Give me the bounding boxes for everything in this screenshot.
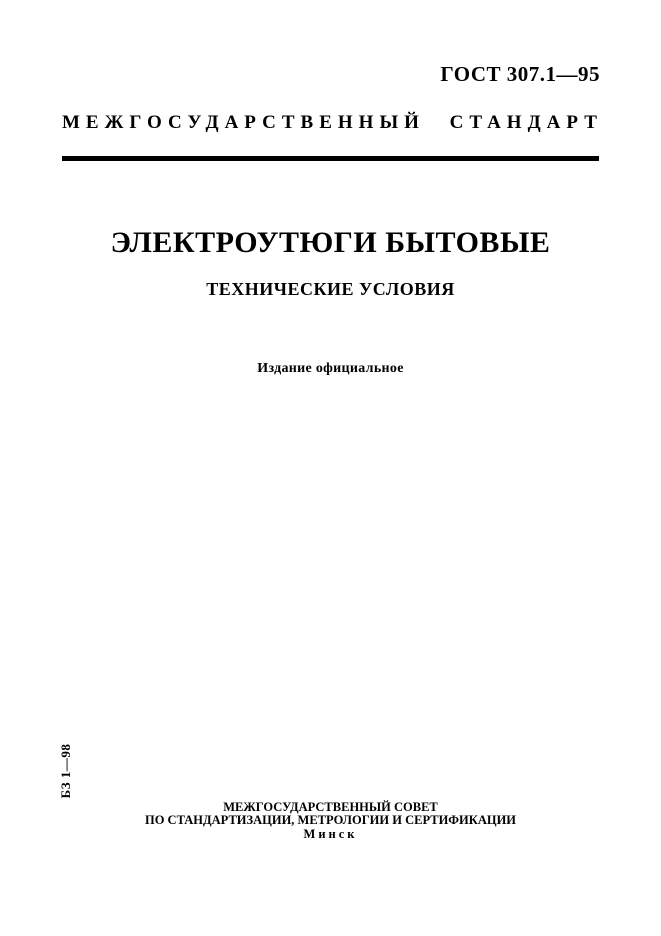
footer-council-line2: ПО СТАНДАРТИЗАЦИИ, МЕТРОЛОГИИ И СЕРТИФИКАЦИИ: [144, 813, 517, 827]
footer-city: Минск: [303, 827, 358, 841]
edition-note: Издание официальное: [257, 361, 404, 376]
header-rule: [62, 156, 599, 161]
standard-category-heading: МЕЖГОСУДАРСТВЕННЫЙ СТАНДАРТ: [62, 112, 603, 133]
standard-code: ГОСТ 307.1—95: [440, 62, 600, 86]
document-title: ЭЛЕКТРОУТЮГИ БЫТОВЫЕ: [110, 226, 551, 259]
registration-margin-code: БЗ 1—98: [58, 743, 73, 799]
publisher-footer: [0, 801, 661, 841]
footer-council-line1: МЕЖГОСУДАРСТВЕННЫЙ СОВЕТ: [223, 800, 438, 814]
document-subtitle: ТЕХНИЧЕСКИЕ УСЛОВИЯ: [206, 279, 455, 299]
